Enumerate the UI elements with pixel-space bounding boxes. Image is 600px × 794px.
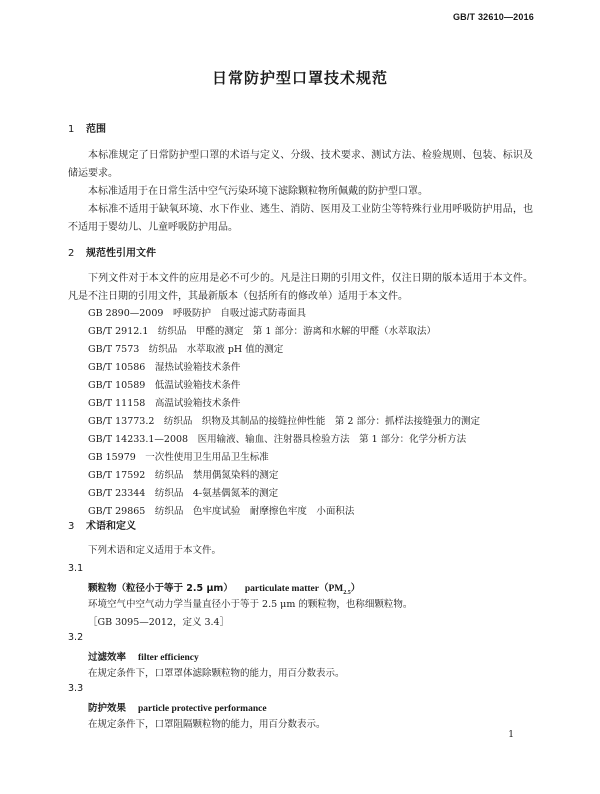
reference-item: GB/T 10586 湿热试验箱技术条件 (88, 362, 241, 373)
reference-item: GB 15979 一次性使用卫生用品卫生标准 (88, 452, 269, 463)
reference-item: GB/T 29865 纺织品 色牢度试验 耐摩擦色牢度 小面积法 (88, 506, 355, 517)
section-title: 范围 (86, 124, 106, 135)
term-number: 3.3 (68, 683, 84, 694)
term-chinese: 颗粒物（粒径小于等于 2.5 μm） (88, 583, 233, 594)
paragraph: 本标准适用于在日常生活中空气污染环境下滤除颗粒物所佩戴的防护型口罩。 (88, 186, 428, 197)
section-title: 术语和定义 (86, 521, 136, 532)
section-number: 1 (68, 124, 75, 135)
reference-item: GB/T 13773.2 纺织品 织物及其制品的接缝拉伸性能 第 2 部分：抓样法接缝强力的测定 (88, 416, 480, 427)
term-english: particle protective performance (138, 704, 267, 714)
term-number: 3.1 (68, 563, 84, 574)
page-number: 1 (508, 730, 514, 740)
reference-item: GB/T 14233.1—2008 医用输液、输血、注射器具检验方法 第 1 部分：化学分析方法 (88, 434, 467, 445)
reference-item: GB/T 10589 低温试验箱技术条件 (88, 380, 241, 391)
term-number: 3.2 (68, 632, 84, 643)
paragraph: 下列文件对于本文件的应用是必不可少的。凡是注日期的引用文件，仅注日期的版本适用于本文件。凡是不注日期的引用文件，其最新版本（包括所有的修改单）适用于本文件。 (68, 273, 533, 302)
term-heading (88, 580, 360, 596)
paragraph: 本标准规定了日常防护型口罩的术语与定义、分级、技术要求、测试方法、检验规则、包装、标识及储运要求。 (68, 150, 533, 179)
document-title: 日常防护型口罩技术规范 (211, 69, 388, 87)
paragraph: 本标准不适用于缺氧环境、水下作业、逃生、消防、医用及工业防尘等特殊行业用呼吸防护用品，也不适用于婴幼儿、儿童呼吸防护用品。 (68, 204, 533, 233)
reference-item: GB/T 23344 纺织品 4-氨基偶氮苯的测定 (88, 488, 279, 499)
paragraph: 下列术语和定义适用于本文件。 (88, 545, 222, 556)
term-chinese: 防护效果 (88, 703, 127, 714)
term-english: particulate $matter(PM_{2.5})$ (244, 584, 361, 596)
term-definition: 在规定条件下，口罩罩体滤除颗粒物的能力，用百分数表示。 (88, 668, 345, 679)
reference-item: GB/T 11158 高温试验箱技术条件 (88, 398, 241, 409)
reference-item: GB/T 17592 纺织品 禁用偶氮染料的测定 (88, 470, 279, 481)
term-definition: 环境空气中空气动力学当量直径小于等于 2.5 μm 的颗粒物，也称细颗粒物。 (88, 599, 413, 610)
section-2-heading (68, 244, 156, 259)
section-1-heading (68, 120, 106, 135)
term-chinese: 过滤效率 (88, 652, 127, 663)
section-title: 规范性引用文件 (86, 248, 156, 259)
standard-code: GB/T 32610—2016 (452, 12, 534, 22)
term-heading (88, 700, 267, 714)
reference-item: GB 2890—2009 呼吸防护 自吸过滤式防毒面具 (88, 308, 306, 319)
section-number: 2 (68, 248, 75, 259)
section-3-heading (68, 517, 136, 532)
reference-item: GB/T 7573 纺织品 水萃取液 pH 值的测定 (88, 344, 284, 355)
term-english: filter efficiency (138, 653, 199, 663)
reference-item: GB/T 2912.1 纺织品 甲醛的测定 第 1 部分：游离和水解的甲醛（水萃取法） (88, 326, 436, 337)
term-source: ［GB 3095—2012，定义 3.4］ (88, 617, 230, 628)
term-heading (88, 649, 199, 663)
term-definition: 在规定条件下，口罩阻隔颗粒物的能力，用百分数表示。 (88, 719, 326, 730)
section-number: 3 (68, 521, 75, 532)
